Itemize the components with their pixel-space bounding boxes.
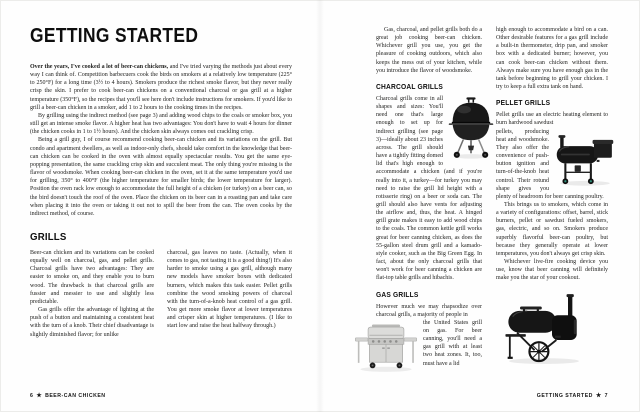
star-icon: ★ [595,393,602,399]
pellet-grills-paragraph-wrap [496,128,608,201]
left-page-number: 6 [30,393,34,399]
grills-heading: GRILLS [30,230,67,243]
gas-grills-paragraph-start: However much we may rhapsodize over charcoal grills, a majority of people in [376,303,482,318]
pellet-grills-heading: PELLET GRILLS [496,100,551,108]
gas-grills-paragraph-wrap [376,319,482,368]
grills-paragraph-1: Beer-can chicken and its variations can be cooked equally well on charcoal, gas, and pellet grills. Charcoal grills have two advantages: They are easier to smoke on, and they enable you to burn wood. The drawback is that charcoal grills are fussier and messier to use and slightly less predictable. [30,249,154,305]
grills-column-1 [30,249,154,339]
offset-smoker-image [504,292,584,365]
book-title-running-foot: BEER-CAN CHICKEN [45,393,106,399]
right-page-columns [376,26,608,375]
grills-columns [30,249,292,339]
right-intro-paragraph: Gas, charcoal, and pellet grills both do a great job cooking beer-can chicken. Whichever grill you use, you get the pleasure of cooking outdoors, which also keeps the mess out of your kitchen, while you introduce the flavor of woodsmoke. [376,27,482,74]
pellet-grills-paragraph-start: Pellet grills use an electric heating element to burn hardwood sawdust [496,112,608,127]
charcoal-grills-heading: CHARCOAL GRILLS [376,83,444,91]
charcoal-grills-paragraph [376,95,482,283]
right-page-number: 7 [604,393,608,399]
intro-paragraph-1 [30,63,292,112]
right-page-footer [537,393,608,399]
gas-grills-heading: GAS GRILLS [376,291,419,299]
smokers-paragraph: This brings us to smokers, which come in a variety of configurations: offset, barrel, stick burners, pellet or sawdust fueled smokers, gas, electric, and so on. Smokers produce superbly flavorful beer-can poultry, but because they generally operate at lower temperatures, you don't always get crisp skin. [496,201,608,257]
gas-grill-image [354,321,418,374]
grills-paragraph-2: Gas grills offer the advantage of lighting at the push of a button and maintaining a consistent heat with the turn of a knob. Their chief disadvantage is slightly diminished flavor; for unlike [30,307,154,338]
closing-paragraph: Whichever live-fire cooking device you use, know that beer canning will definitely make you the star of your cookout. [496,259,608,282]
intro-section [30,63,292,218]
gas-grill-icon [354,321,418,374]
charcoal-grills-text: Charcoal grills come in all shapes and sizes: You'll need one that's large enough to set up for indirect grilling (see page 3)—ideally about 23 inches across. The grill should have a tightly fitting domed lid that's high enough to accommodate a chicken (and if you're really into it, a turkey—for turkey you may need to raise the grill lid height with a rotisserie ring) on a beer or soda can. The grill should also have vents for adjusting the airflow and, thus, the heat. A hinged grill grate makes it easy to add wood chips to the coals. The common kettle grill works great for beer canning chicken, as does the 55-gallon steel drum grill and a kamado-style cooker, such as the Big Green Egg. In fact, about the only charcoal grills that won't work for beer canning a chicken are flat-top table grills and hibachis. [376,95,482,282]
pellet-grill-image [554,130,616,187]
grills-column-2 [167,249,292,339]
kettle-charcoal-grill-image [448,96,494,160]
right-column-2 [496,26,608,375]
intro-paragraph-3: Being a grill guy, I of course recommend cooking beer-can chicken and its variations on the grill. But condo and apartment dwellers, as well as indoor-only chefs, should take comfort in the knowledge that beer-can chicken can be cooked in the oven with almost equally spectacular results. You get the same eye-popping presentation, the same crackling crisp skin and succulent meat. The only thing you're missing is the flavor of woodsmoke. When cooking beer-can chicken in the oven, set it at the same temperature you'd use for grilling, 350° to 400°F (the higher temperature for smaller birds; the lower temperature for larger). Position the oven rack low enough to accommodate the full height of a chicken (or turkey) on a beer can, so the bird doesn't touch the roof of the oven. Place the chicken on its beer can in a roasting pan and take care when placing it into the oven or taking it out not to spill the beer from the can. The oven cooks by the indirect method, of course. [30,137,292,217]
grills-paragraph-2-continued: charcoal, gas leaves no taste. (Actually, when it comes to gas, not tasting it is a good thing!) It's also harder to smoke using a gas grill, although many new models have smoker boxes with dedicated burners, which makes this task easier. Pellet grills combine the wood smoking powers of charcoal with the turn-of-a-knob heat control of a gas grill. You get more smoke flavor at lower temperatures and crisper skin at higher temperatures. (I like to start low and raise the heat halfway through.) [167,249,292,330]
gas-grills-text: the United States grill on gas. For beer canning, you'll need a gas grill with at least two heat zones. It, too, must have a lid [423,319,482,367]
gas-grills-paragraph-continued: high enough to accommodate a bird on a can. Other desirable features for a gas grill include a built-in thermometer, drip pan, and smoker box with a dedicated burner; however, you can cook beer-can chicken without them. Always make sure you have enough gas in the tank before beginning to grill your chicken. I try to keep a full extra tank on hand. [496,27,608,91]
offset-smoker-icon [504,292,584,365]
left-page-footer [30,393,106,399]
star-icon: ★ [36,393,43,399]
pellet-grill-icon [554,130,616,187]
paragraph-text: and I've tried varying the methods just about every way I can think of. Competition barbecuers cook the birds on smokers at a relatively low temperature (225° to 250°F) for a long time (3½ to 4 hours). Smokers produce the richest smoke flavor, but they never really crisp the skin. I prefer to cook beer-can chickens on a conventional charcoal or gas grill at a higher temperature (350°F), so the recipes that you'll see here don't include instructions for smokers. If you'd like to grill a beer-can chicken in a smoker, add 1 to 2 hours to the cooking times in the recipes. [30,64,292,111]
right-column-1 [376,26,482,375]
pellet-grills-text: pellets, producing heat and woodsmoke. They also offer the convenience of push-button ignition and turn-of-the-knob heat control. Their rotund shape gives you plenty of headroom for beer canning poultry. [496,128,604,200]
page-title: GETTING STARTED [30,25,199,47]
right-page [320,0,640,412]
intro-paragraph-2: By grilling using the indirect method (see page 3) and adding wood chips to the coals or smoker box, you still get an intense smoke flavor. A higher heat has two advantages: You don't have to wait 4 hours for dinner (the chicken cooks in 1 to 1½ hours). And the chicken skin always comes out crackling crisp. [30,112,292,136]
chapter-running-foot: GETTING STARTED [536,393,593,399]
kettle-grill-icon [448,96,494,160]
paragraph-lead: Over the years, I've cooked a lot of beer-can chickens, [30,64,169,70]
